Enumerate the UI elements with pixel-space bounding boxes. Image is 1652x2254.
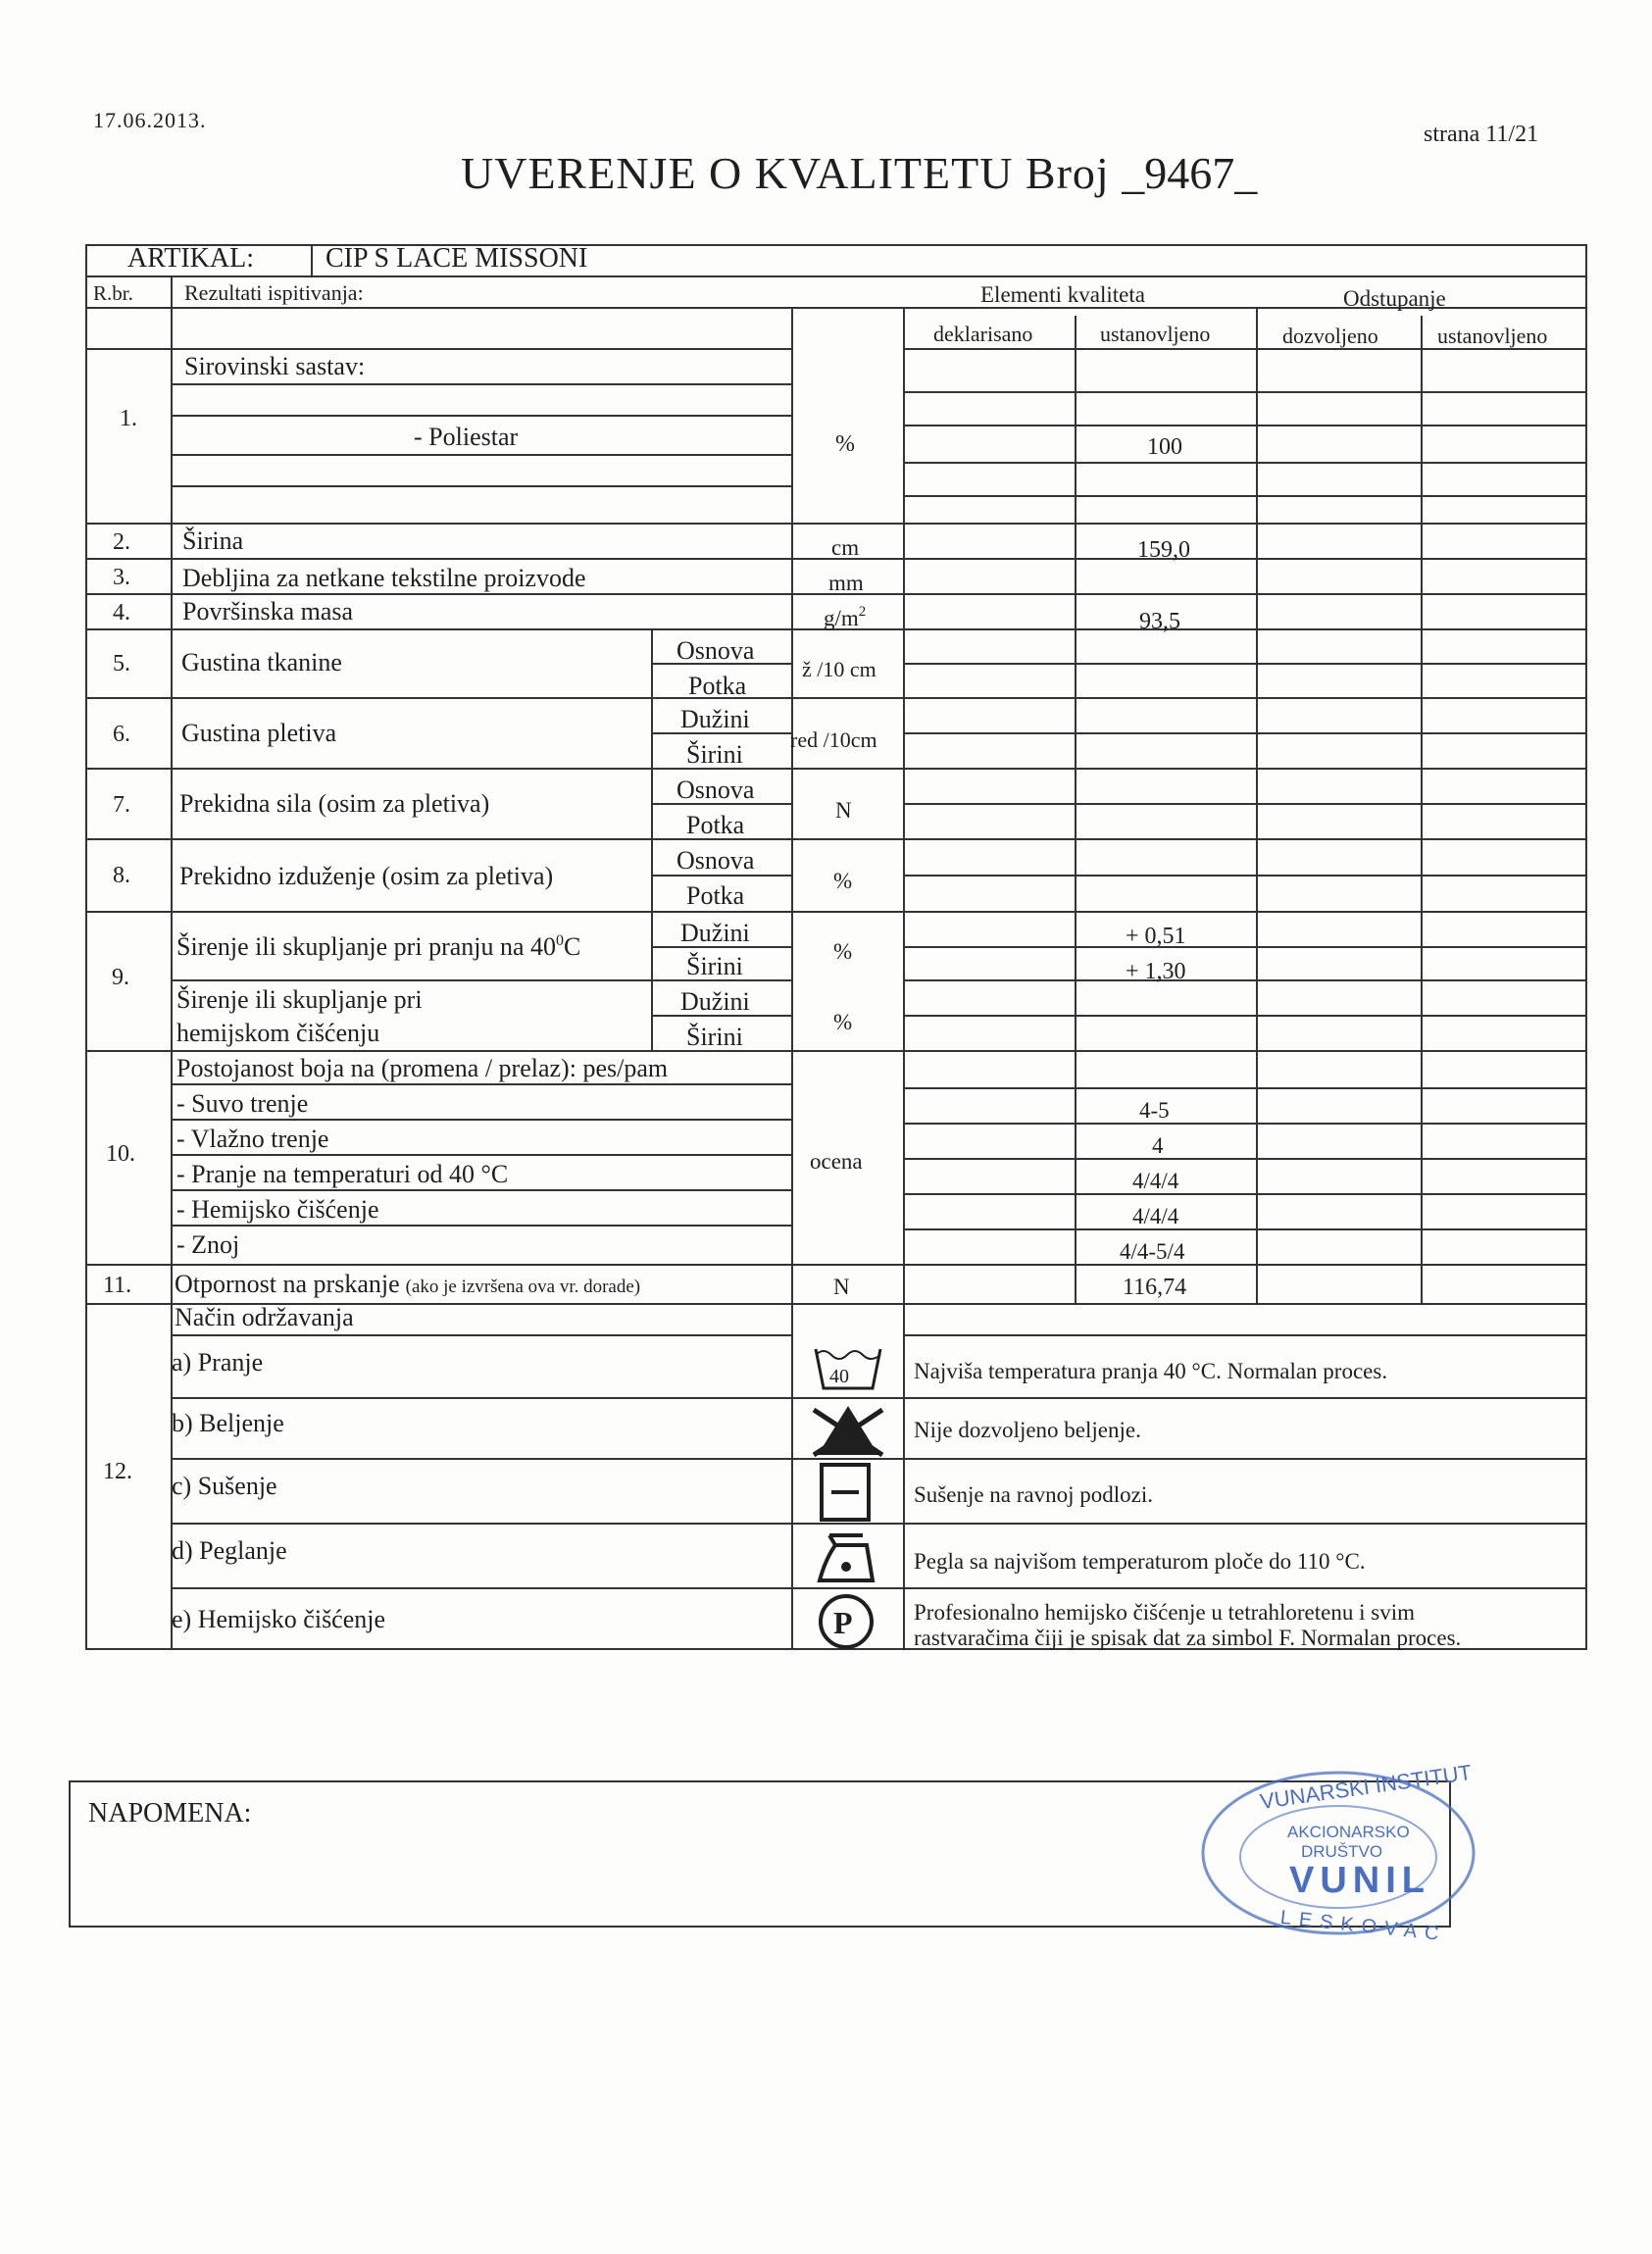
row-9-title-a-sup: 0 (556, 932, 565, 949)
row-1-value: 100 (1147, 434, 1182, 460)
care-item-b-label: b) Beljenje (172, 1409, 284, 1437)
row-7-unit: N (835, 798, 852, 823)
row-8-sub2: Potka (686, 881, 745, 910)
row-2-title: Širina (182, 526, 244, 555)
row-11-title-small: (ako je izvršena ova vr. dorade) (405, 1277, 641, 1297)
company-stamp (1191, 1755, 1485, 1951)
row-5-title: Gustina tkanine (181, 648, 342, 676)
no-bleach-icon (814, 1406, 882, 1455)
row-6-number: 6. (113, 722, 130, 747)
row-10-item-5-label: - Znoj (176, 1230, 240, 1259)
row-4-number: 4. (113, 600, 130, 626)
col-declared: deklarisano (933, 322, 1033, 346)
row-12-number: 12. (103, 1459, 132, 1484)
row-10-item-2-label: - Vlažno trenje (176, 1125, 329, 1153)
row-9-sub1: Dužini (680, 919, 750, 947)
row-4-unit (824, 604, 866, 630)
row-10-unit: ocena (810, 1149, 863, 1174)
table-grid (86, 245, 1586, 1649)
row-8-number: 8. (113, 863, 130, 888)
row-9-value-a1: + 0,51 (1126, 924, 1186, 949)
row-6-title: Gustina pletiva (181, 719, 337, 747)
row-3-number: 3. (113, 565, 130, 590)
row-1-sub: - Poliestar (414, 423, 519, 451)
row-5-sub1: Osnova (676, 636, 755, 665)
row-10-item-1-label: - Suvo trenje (176, 1089, 309, 1118)
row-4-unit-sup: 2 (858, 604, 867, 620)
col-results: Rezultati ispitivanja: (184, 280, 364, 305)
care-item-a-desc: Najviša temperatura pranja 40 °C. Normalan proces. (914, 1359, 1388, 1383)
row-10-title: Postojanost boja na (promena / prelaz): pes/pam (176, 1054, 669, 1082)
page-number: strana 11/21 (1424, 122, 1539, 147)
row-9-unit-a: % (833, 939, 853, 964)
number-label: Broj (1025, 148, 1110, 198)
row-7-number: 7. (113, 792, 130, 818)
row-9-sub4: Širini (686, 1023, 743, 1051)
row-11-title-text: Otpornost na prskanje (175, 1270, 400, 1298)
title-text: UVERENJE O KVALITETU (461, 148, 1014, 198)
stamp-line-5: LESKOVAC (1278, 1906, 1448, 1946)
row-9-title-b2: hemijskom čišćenju (176, 1019, 380, 1047)
row-10-item-4-label: - Hemijsko čišćenje (176, 1195, 379, 1224)
row-10-item-1-value: 4-5 (1139, 1098, 1170, 1123)
row-10-item-2-value: 4 (1152, 1133, 1164, 1158)
row-1-unit: % (835, 431, 855, 457)
wash-40-icon (816, 1349, 880, 1388)
row-10-item-5-value: 4/4-5/4 (1120, 1239, 1185, 1264)
row-1-number: 1. (120, 406, 137, 431)
dry-clean-letter: P (833, 1605, 853, 1640)
row-6-sub1: Dužini (680, 705, 750, 733)
iron-one-dot-icon (820, 1535, 873, 1580)
col-rbr: R.br. (93, 281, 133, 305)
row-4-unit-base: g/m (824, 606, 859, 630)
row-5-sub2: Potka (688, 672, 747, 700)
dry-flat-icon (822, 1465, 869, 1520)
row-9-title-a (176, 932, 580, 961)
care-item-a-label: a) Pranje (172, 1348, 264, 1377)
row-3-title: Debljina za netkane tekstilne proizvode (182, 564, 586, 592)
article-label: ARTIKAL: (127, 243, 254, 274)
row-5-number: 5. (113, 651, 130, 676)
row-8-sub1: Osnova (676, 846, 755, 875)
article-value: CIP S LACE MISSONI (325, 243, 588, 274)
stamp-line-4: VUNIL (1289, 1860, 1430, 1901)
row-7-title: Prekidna sila (osim za pletiva) (179, 789, 490, 818)
row-11-title (175, 1270, 640, 1298)
wash-temperature: 40 (829, 1366, 849, 1387)
care-item-d-label: d) Peglanje (172, 1536, 287, 1565)
row-8-unit: % (833, 869, 853, 893)
care-item-c-label: c) Sušenje (172, 1472, 277, 1500)
row-10-number: 10. (106, 1141, 135, 1167)
row-9-sub3: Dužini (680, 987, 750, 1016)
row-1-title: Sirovinski sastav: (184, 352, 366, 380)
stamp-line-1: VUNARSKI INSTITUT (1258, 1760, 1474, 1815)
row-11-number: 11. (103, 1273, 132, 1298)
care-item-e-desc-2: rastvaračima čiji je spisak dat za simbol F. Normalan proces. (914, 1626, 1462, 1650)
care-item-b-desc: Nije dozvoljeno beljenje. (914, 1418, 1141, 1442)
row-9-value-a2: + 1,30 (1126, 959, 1186, 984)
row-2-unit: cm (831, 535, 860, 560)
row-11-unit: N (833, 1275, 850, 1299)
stamp-line-3: DRUŠTVO (1301, 1842, 1383, 1861)
row-7-sub1: Osnova (676, 776, 755, 804)
care-item-d-desc: Pegla sa najvišom temperaturom ploče do 110 °C. (914, 1549, 1366, 1574)
certificate-number: _9467_ (1122, 148, 1258, 198)
col-established: ustanovljeno (1100, 322, 1211, 346)
row-5-unit: ž /10 cm (802, 657, 876, 681)
row-2-number: 2. (113, 529, 130, 555)
care-title: Način održavanja (175, 1303, 354, 1331)
row-6-unit: red /10cm (790, 727, 877, 752)
row-9-title-a-end: C (564, 932, 581, 961)
row-3-unit: mm (828, 571, 864, 595)
row-2-value: 159,0 (1137, 537, 1190, 563)
row-9-unit-b: % (833, 1010, 853, 1034)
row-10-item-4-value: 4/4/4 (1132, 1204, 1179, 1228)
col-established-2: ustanovljeno (1437, 324, 1548, 348)
row-11-value: 116,74 (1123, 1275, 1187, 1300)
dry-clean-p-icon (821, 1596, 872, 1647)
row-10-item-3-value: 4/4/4 (1132, 1169, 1179, 1193)
care-item-e-desc: Profesionalno hemijsko čišćenje u tetrahloretenu i svim (914, 1600, 1415, 1625)
col-deviation: Odstupanje (1343, 286, 1446, 311)
row-9-sub2: Širini (686, 952, 743, 980)
row-8-title: Prekidno izduženje (osim za pletiva) (179, 862, 554, 890)
row-4-title: Površinska masa (182, 597, 354, 626)
col-elements: Elementi kvaliteta (980, 282, 1145, 307)
document-title (461, 147, 1257, 199)
document-date: 17.06.2013. (93, 108, 207, 132)
row-7-sub2: Potka (686, 811, 745, 839)
care-item-e-label: e) Hemijsko čišćenje (172, 1605, 386, 1633)
note-label: NAPOMENA: (88, 1798, 252, 1828)
col-allowed: dozvoljeno (1282, 324, 1378, 348)
row-9-title-a-text: Širenje ili skupljanje pri pranju na 40 (176, 932, 557, 961)
row-10-item-3-label: - Pranje na temperaturi od 40 °C (176, 1160, 509, 1188)
row-6-sub2: Širini (686, 740, 743, 769)
row-9-title-b1: Širenje ili skupljanje pri (176, 985, 423, 1014)
stamp-line-2: AKCIONARSKO (1287, 1823, 1410, 1841)
row-4-value: 93,5 (1139, 609, 1180, 634)
row-9-number: 9. (112, 965, 129, 990)
care-item-c-desc: Sušenje na ravnoj podlozi. (914, 1482, 1154, 1507)
